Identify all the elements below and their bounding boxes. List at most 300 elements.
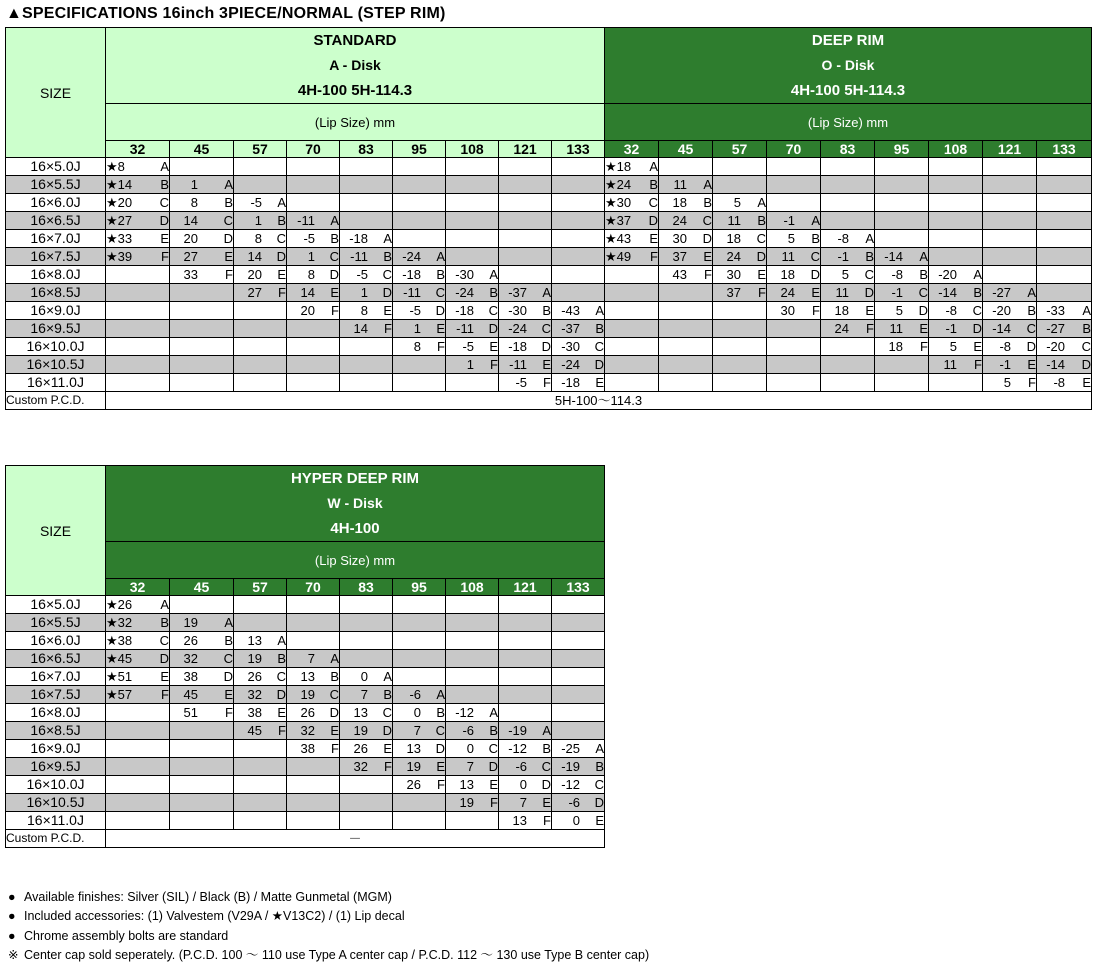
offset-value: 1 <box>466 357 474 372</box>
size-cell: 16×9.5J <box>6 320 106 338</box>
hyper-deep-lip-95: 95 <box>393 579 446 596</box>
offset-value: 19 <box>406 759 421 774</box>
standard-offset-cell <box>106 248 170 266</box>
deep-rim-offset-cell <box>983 302 1037 320</box>
standard-offset-cell <box>170 212 234 230</box>
deep-rim-offset-cell <box>983 212 1037 230</box>
offset-value: 7 <box>413 723 421 738</box>
disk-code: C <box>594 777 604 792</box>
disk-code: C <box>1026 321 1036 336</box>
note-bullet: ● <box>8 909 16 924</box>
disk-code: C <box>223 213 233 228</box>
standard-header <box>106 28 605 104</box>
disk-code: D <box>810 267 820 282</box>
standard-offset-cell <box>106 338 170 356</box>
disk-code: D <box>223 231 233 246</box>
deep-rim-offset-cell <box>983 320 1037 338</box>
offset-value: 26 <box>406 777 421 792</box>
hyper-deep-offset-cell <box>234 704 287 722</box>
offset-value: ★8 <box>106 159 125 174</box>
table-row <box>6 248 1092 266</box>
standard-offset-cell <box>340 302 393 320</box>
offset-value: ★49 <box>605 249 632 264</box>
disk-code: D <box>594 357 604 372</box>
hyper-deep-lip-133: 133 <box>552 579 605 596</box>
offset-value: 0 <box>360 669 368 684</box>
hyper-deep-offset-cell <box>446 776 499 794</box>
hyper-deep-offset-cell <box>106 704 170 722</box>
standard-offset-cell <box>446 176 499 194</box>
deep-rim-offset-cell <box>659 338 713 356</box>
disk-code: C <box>223 651 233 666</box>
disk-code: E <box>383 741 392 756</box>
deep-rim-offset-cell <box>929 266 983 284</box>
deep-rim-offset-cell <box>1037 176 1092 194</box>
deep-rim-offset-cell <box>659 248 713 266</box>
disk-code: D <box>541 777 551 792</box>
deep-rim-offset-cell <box>1037 194 1092 212</box>
standard-offset-cell <box>393 176 446 194</box>
offset-value: 26 <box>183 633 198 648</box>
offset-value: -8 <box>999 339 1011 354</box>
deep-rim-offset-cell <box>1037 248 1092 266</box>
hyper-deep-offset-cell <box>106 740 170 758</box>
deep-rim-offset-cell <box>1037 158 1092 176</box>
hyper-deep-offset-cell <box>499 596 552 614</box>
disk-code: B <box>224 195 233 210</box>
disk-code: A <box>277 633 286 648</box>
deep-rim-offset-cell <box>659 158 713 176</box>
deep-rim-offset-cell <box>713 266 767 284</box>
size-cell: 16×9.5J <box>6 758 106 776</box>
disk-code: A <box>330 213 339 228</box>
offset-value: -18 <box>402 267 421 282</box>
standard-offset-cell <box>552 266 605 284</box>
disk-code: D <box>864 285 874 300</box>
disk-code: A <box>811 213 820 228</box>
deep-rim-offset-cell <box>875 230 929 248</box>
offset-value: 13 <box>512 813 527 828</box>
deep-rim-disk: O - Disk <box>821 57 875 73</box>
disk-code: A <box>383 669 392 684</box>
deep-rim-offset-cell <box>713 356 767 374</box>
deep-rim-offset-cell <box>821 302 875 320</box>
offset-value: 24 <box>780 285 795 300</box>
offset-value: -30 <box>508 303 527 318</box>
deep-rim-lip-108: 108 <box>929 141 983 158</box>
deep-rim-offset-cell <box>875 194 929 212</box>
hyper-deep-offset-cell <box>170 758 234 776</box>
deep-rim-offset-cell <box>713 320 767 338</box>
disk-code: A <box>595 303 604 318</box>
standard-title: STANDARD <box>313 32 397 49</box>
hyper-deep-offset-cell <box>552 614 605 632</box>
standard-offset-cell <box>446 356 499 374</box>
deep-rim-offset-cell <box>929 320 983 338</box>
deep-rim-offset-cell <box>983 266 1037 284</box>
standard-offset-cell <box>552 338 605 356</box>
offset-value: 8 <box>190 195 198 210</box>
offset-value: ★37 <box>605 213 632 228</box>
disk-code: E <box>1082 375 1091 390</box>
hyper-deep-offset-cell <box>393 740 446 758</box>
deep-rim-offset-cell <box>605 230 659 248</box>
deep-rim-offset-cell <box>929 230 983 248</box>
hyper-deep-offset-cell <box>499 740 552 758</box>
deep-rim-offset-cell <box>659 266 713 284</box>
standard-offset-cell <box>499 356 552 374</box>
disk-code: D <box>1081 357 1091 372</box>
disk-code: A <box>436 687 445 702</box>
offset-value: -24 <box>455 285 474 300</box>
standard-offset-cell <box>340 320 393 338</box>
standard-offset-cell <box>393 356 446 374</box>
deep-rim-title: DEEP RIM <box>811 32 885 49</box>
deep-rim-offset-cell <box>1037 374 1092 392</box>
disk-code: B <box>436 267 445 282</box>
hyper-deep-offset-cell <box>499 776 552 794</box>
deep-rim-offset-cell <box>821 176 875 194</box>
disk-code: E <box>160 231 169 246</box>
standard-offset-cell <box>340 356 393 374</box>
deep-rim-offset-cell <box>875 338 929 356</box>
deep-rim-offset-cell <box>659 302 713 320</box>
offset-value: -14 <box>938 285 957 300</box>
standard-offset-cell <box>234 284 287 302</box>
hyper-deep-offset-cell <box>170 668 234 686</box>
disk-code: F <box>437 339 445 354</box>
size-cell: 16×6.5J <box>6 212 106 230</box>
hyper-deep-offset-cell <box>340 632 393 650</box>
note-bullet: ● <box>8 928 16 943</box>
offset-value: 20 <box>300 303 315 318</box>
deep-rim-offset-cell <box>659 356 713 374</box>
offset-value: ★38 <box>106 633 133 648</box>
standard-offset-cell <box>393 266 446 284</box>
disk-code: F <box>384 321 392 336</box>
offset-value: ★18 <box>605 159 632 174</box>
deep-rim-offset-cell <box>767 374 821 392</box>
standard-offset-cell <box>287 374 340 392</box>
hyper-deep-offset-cell <box>287 614 340 632</box>
hyper-deep-offset-cell <box>499 614 552 632</box>
size-cell: 16×5.0J <box>6 158 106 176</box>
standard-offset-cell <box>287 194 340 212</box>
deep-rim-offset-cell <box>659 212 713 230</box>
hyper-deep-offset-cell <box>446 740 499 758</box>
hyper-deep-offset-cell <box>234 794 287 812</box>
size-cell: 16×10.0J <box>6 338 106 356</box>
offset-value: 19 <box>459 795 474 810</box>
standard-offset-cell <box>499 212 552 230</box>
standard-offset-cell <box>106 374 170 392</box>
deep-rim-offset-cell <box>713 158 767 176</box>
offset-value: -6 <box>409 687 421 702</box>
standard-offset-cell <box>234 158 287 176</box>
disk-code: E <box>973 339 982 354</box>
standard-offset-cell <box>340 374 393 392</box>
size-cell: 16×6.5J <box>6 650 106 668</box>
hyper-deep-offset-cell <box>170 686 234 704</box>
disk-code: C <box>435 723 445 738</box>
disk-code: B <box>542 303 551 318</box>
disk-code: E <box>224 249 233 264</box>
note-item <box>8 907 649 926</box>
offset-value: ★32 <box>106 615 133 630</box>
deep-rim-lip-121: 121 <box>983 141 1037 158</box>
offset-value: -18 <box>508 339 527 354</box>
offset-value: -37 <box>508 285 527 300</box>
disk-code: D <box>648 213 658 228</box>
hyper-deep-offset-cell <box>340 758 393 776</box>
disk-code: A <box>224 615 233 630</box>
disk-code: A <box>436 249 445 264</box>
deep-rim-offset-cell <box>767 302 821 320</box>
offset-value: -43 <box>561 303 580 318</box>
standard-offset-cell <box>552 284 605 302</box>
offset-value: 8 <box>413 339 421 354</box>
standard-offset-cell <box>499 302 552 320</box>
deep-rim-lip-83: 83 <box>821 141 875 158</box>
offset-value: 32 <box>247 687 262 702</box>
standard-offset-cell <box>106 356 170 374</box>
standard-offset-cell <box>170 230 234 248</box>
standard-offset-cell <box>170 248 234 266</box>
disk-code: C <box>972 303 982 318</box>
disk-code: D <box>382 285 392 300</box>
hyper-deep-offset-cell <box>287 650 340 668</box>
deep-rim-offset-cell <box>875 176 929 194</box>
offset-value: -19 <box>561 759 580 774</box>
hyper-deep-offset-cell <box>446 668 499 686</box>
deep-rim-offset-cell <box>1037 302 1092 320</box>
standard-offset-cell <box>106 320 170 338</box>
standard-offset-cell <box>340 194 393 212</box>
deep-rim-lip-label: (Lip Size) mm <box>605 104 1092 141</box>
offset-value: -8 <box>945 303 957 318</box>
standard-offset-cell <box>393 374 446 392</box>
standard-offset-cell <box>340 338 393 356</box>
deep-rim-offset-cell <box>821 320 875 338</box>
hyper-deep-offset-cell <box>446 614 499 632</box>
deep-rim-offset-cell <box>983 158 1037 176</box>
hyper-deep-offset-cell <box>287 812 340 830</box>
deep-rim-offset-cell <box>767 212 821 230</box>
deep-rim-lip-70: 70 <box>767 141 821 158</box>
offset-value: 14 <box>183 213 198 228</box>
offset-value: -20 <box>938 267 957 282</box>
page-title: ▲SPECIFICATIONS 16inch 3PIECE/NORMAL (STEP RIM) <box>6 5 446 22</box>
offset-value: 1 <box>307 249 315 264</box>
standard-offset-cell <box>446 284 499 302</box>
disk-code: C <box>159 195 169 210</box>
disk-code: E <box>489 777 498 792</box>
hyper-deep-offset-cell <box>287 794 340 812</box>
size-cell: 16×9.0J <box>6 302 106 320</box>
hyper-deep-offset-cell <box>499 668 552 686</box>
deep-rim-lip-45: 45 <box>659 141 713 158</box>
hyper-deep-offset-cell <box>106 686 170 704</box>
hyper-deep-offset-cell <box>446 812 499 830</box>
disk-code: A <box>160 597 169 612</box>
deep-rim-offset-cell <box>767 176 821 194</box>
disk-code: F <box>331 741 339 756</box>
offset-value: -14 <box>1046 357 1065 372</box>
hyper-deep-lip-label: (Lip Size) mm <box>106 542 605 579</box>
size-cell: 16×7.5J <box>6 686 106 704</box>
deep-rim-offset-cell <box>659 284 713 302</box>
size-header: SIZE <box>6 466 106 596</box>
standard-offset-cell <box>552 356 605 374</box>
deep-rim-offset-cell <box>929 158 983 176</box>
offset-value: -5 <box>250 195 262 210</box>
offset-value: 0 <box>466 741 474 756</box>
table-row <box>6 284 1092 302</box>
disk-code: F <box>490 795 498 810</box>
standard-offset-cell <box>170 176 234 194</box>
offset-value: 7 <box>307 651 315 666</box>
disk-code: E <box>160 669 169 684</box>
hyper-deep-offset-cell <box>170 632 234 650</box>
hyper-deep-offset-cell <box>499 704 552 722</box>
disk-code: A <box>649 159 658 174</box>
hyper-deep-title: HYPER DEEP RIM <box>290 470 420 487</box>
disk-code: C <box>864 267 874 282</box>
standard-offset-cell <box>446 302 499 320</box>
standard-offset-cell <box>287 302 340 320</box>
offset-value: 1 <box>254 213 262 228</box>
deep-rim-offset-cell <box>983 338 1037 356</box>
deep-rim-offset-cell <box>821 284 875 302</box>
disk-code: B <box>542 741 551 756</box>
disk-code: E <box>649 231 658 246</box>
standard-offset-cell <box>552 320 605 338</box>
size-cell: 16×10.5J <box>6 356 106 374</box>
hyper-deep-offset-cell <box>552 686 605 704</box>
offset-value: -19 <box>508 723 527 738</box>
offset-value: -14 <box>992 321 1011 336</box>
offset-value: -12 <box>561 777 580 792</box>
offset-value: 7 <box>519 795 527 810</box>
standard-disk: A - Disk <box>329 57 381 73</box>
disk-code: D <box>159 651 169 666</box>
deep-rim-offset-cell <box>767 230 821 248</box>
offset-value: -1 <box>837 249 849 264</box>
hyper-deep-offset-cell <box>234 632 287 650</box>
hyper-deep-header <box>106 466 605 542</box>
standard-lip-label: (Lip Size) mm <box>106 104 605 141</box>
standard-lip-70: 70 <box>287 141 340 158</box>
standard-offset-cell <box>393 320 446 338</box>
standard-offset-cell <box>234 194 287 212</box>
hyper-deep-offset-cell <box>234 650 287 668</box>
hyper-deep-offset-cell <box>499 686 552 704</box>
deep-rim-offset-cell <box>713 374 767 392</box>
disk-code: B <box>489 723 498 738</box>
disk-code: C <box>488 741 498 756</box>
table-row <box>6 776 605 794</box>
table-row <box>6 758 605 776</box>
notes-list <box>8 888 649 965</box>
standard-offset-cell <box>287 356 340 374</box>
deep-rim-offset-cell <box>605 338 659 356</box>
hyper-deep-offset-cell <box>170 704 234 722</box>
deep-rim-offset-cell <box>605 284 659 302</box>
offset-value: 5 <box>733 195 741 210</box>
standard-lip-121: 121 <box>499 141 552 158</box>
disk-code: C <box>648 195 658 210</box>
deep-rim-offset-cell <box>767 320 821 338</box>
deep-rim-offset-cell <box>875 284 929 302</box>
size-cell: 16×8.0J <box>6 266 106 284</box>
disk-code: E <box>703 249 712 264</box>
disk-code: D <box>276 249 286 264</box>
disk-code: B <box>277 213 286 228</box>
spec-table-hyper-deep <box>5 465 605 848</box>
hyper-deep-offset-cell <box>499 758 552 776</box>
hyper-deep-offset-cell <box>287 740 340 758</box>
standard-offset-cell <box>393 212 446 230</box>
offset-value: 5 <box>895 303 903 318</box>
standard-offset-cell <box>499 284 552 302</box>
custom-pcd-label: Custom P.C.D. <box>6 830 106 848</box>
offset-value: 18 <box>726 231 741 246</box>
disk-code: D <box>1026 339 1036 354</box>
standard-offset-cell <box>106 284 170 302</box>
size-cell: 16×6.0J <box>6 194 106 212</box>
standard-offset-cell <box>234 374 287 392</box>
disk-code: B <box>383 249 392 264</box>
hyper-deep-offset-cell <box>499 812 552 830</box>
disk-code: F <box>278 723 286 738</box>
standard-offset-cell <box>234 338 287 356</box>
disk-code: D <box>276 687 286 702</box>
standard-offset-cell <box>340 212 393 230</box>
deep-rim-offset-cell <box>929 248 983 266</box>
table-row <box>6 704 605 722</box>
table-row <box>6 320 1092 338</box>
offset-value: 24 <box>672 213 687 228</box>
offset-value: -11 <box>509 357 527 372</box>
deep-rim-offset-cell <box>605 158 659 176</box>
offset-value: 11 <box>889 321 903 336</box>
deep-rim-offset-cell <box>983 284 1037 302</box>
offset-value: 32 <box>183 651 198 666</box>
hyper-deep-offset-cell <box>393 650 446 668</box>
standard-offset-cell <box>393 302 446 320</box>
standard-offset-cell <box>234 212 287 230</box>
hyper-deep-offset-cell <box>106 632 170 650</box>
disk-code: B <box>703 195 712 210</box>
disk-code: C <box>702 213 712 228</box>
offset-value: 38 <box>183 669 198 684</box>
disk-code: C <box>276 231 286 246</box>
deep-rim-offset-cell <box>875 158 929 176</box>
hyper-deep-offset-cell <box>393 668 446 686</box>
note-bullet: ※ <box>8 947 19 962</box>
hyper-deep-offset-cell <box>170 812 234 830</box>
standard-offset-cell <box>234 230 287 248</box>
size-header: SIZE <box>6 28 106 158</box>
disk-code: B <box>919 267 928 282</box>
standard-offset-cell <box>106 302 170 320</box>
disk-code: F <box>866 321 874 336</box>
hyper-deep-offset-cell <box>340 812 393 830</box>
standard-offset-cell <box>446 338 499 356</box>
offset-value: 32 <box>300 723 315 738</box>
standard-offset-cell <box>287 284 340 302</box>
standard-offset-cell <box>552 374 605 392</box>
